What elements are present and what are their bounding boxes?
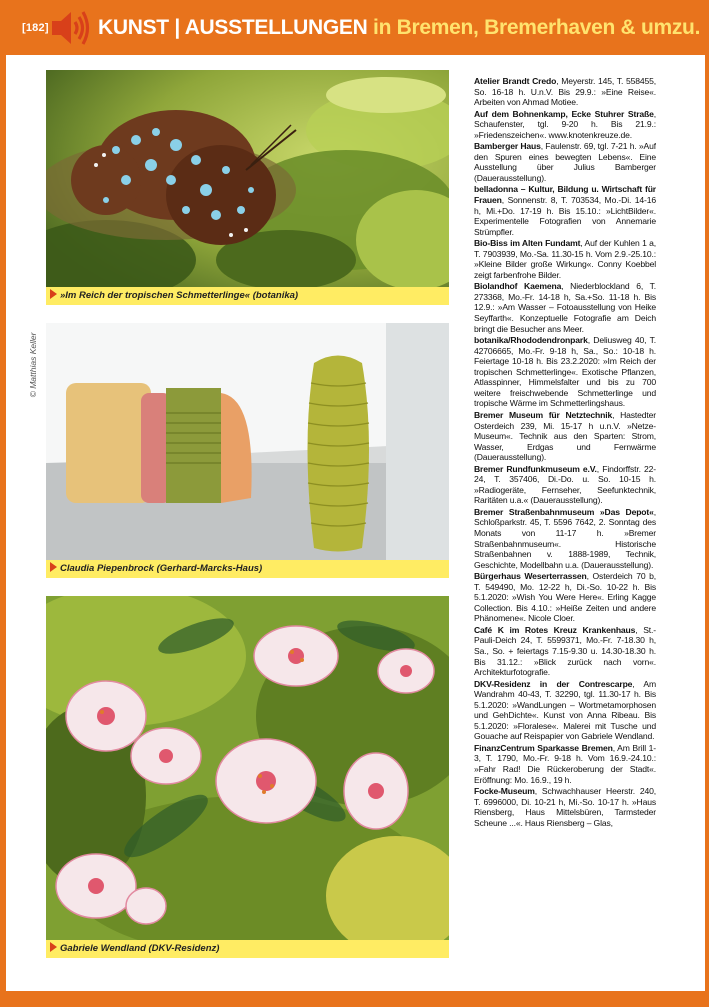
list-item: Bamberger Haus, Faulenstr. 69, tgl. 7-21 h. »Auf den Spuren eines bewegten Lebens«. Eine Ausstellung über Julius Bamberger (Dauerausstellung). [474, 141, 656, 183]
page-header [0, 0, 709, 54]
list-item: Auf dem Bohnenkamp, Ecke Stuhrer Straße, Schaufenster, tgl. 9-20 h. Bis 21.9.: »Friedenszeichen«. www.knotenkreuze.de. [474, 108, 656, 140]
list-item: FinanzCentrum Sparkasse Bremen, Am Brill 1-3, T. 1790, Mo.-Fr. 9-18 h. Vom 16.9.-24.10.: »Fahr Rad! Die Rückeroberung der Stadt«. Eröffnung: Mo. 16.9., 19 h. [474, 742, 656, 785]
caption-marker-icon [50, 942, 57, 952]
list-item: Bremer Straßenbahnmuseum »Das Depot«, Schloßparkstr. 45, T. 5596 7642, 2. Sonntag des Monats von 11-17 h. »Bremer Straßenbahnmuseum«. Historische Straßenbahnen v. 1888-1989, Technik, Geschichte, Modellbahn u.a. (Dauerausstellung). [474, 506, 656, 570]
page-number: [182] [22, 22, 49, 34]
speaker-icon [50, 8, 92, 48]
list-item: Bio-Biss im Alten Fundamt, Auf der Kuhlen 1 a, T. 7903939, Mo.-Sa. 11.30-15 h. Vom 2.9.-25.10.: »Kleine Bilder große Wirkung«. Conny Koebbel zeigt farbenfrohe Bilder. [474, 238, 656, 280]
list-item: Café K im Rotes Kreuz Krankenhaus, St.-Pauli-Deich 24, T. 5599371, Mo.-Fr. 7-18.30 h, Sa., So. + feiertags 7.15-9.30 u. 14.30-18.30 h. Bis 31.12.: »Blick zurück nach vorn«. Architekturfotografie. [474, 624, 656, 678]
exhibition-listings [474, 76, 656, 988]
list-item: Atelier Brandt Credo, Meyerstr. 145, T. 558455, So. 16-18 h. U.n.V. Bis 29.9.: »Eine Reise«. Arbeiten von Ahmad Motiee. [474, 76, 656, 108]
title-sub: in Bremen, Bremerhaven & umzu. [373, 16, 701, 39]
list-item: Focke-Museum, Schwachhauser Heerstr. 240, T. 6996000, Di. 10-21 h, Mi.-So. 10-17 h. »Haus Riensberg, Haus Mittelsbüren, Tarmsteder Scheune ...«. Haus Riensberg – Glas, [474, 786, 656, 828]
list-item: belladonna – Kultur, Bildung u. Wirtschaft für Frauen, Sonnenstr. 8, T. 703534, Mo.-Di. 14-16 h, Mi.+Do. 17-19 h. Bis 15.10.: »LichtBilder«. Experimentelle Fotografien von Annemarie Strümpfler. [474, 184, 656, 237]
list-item: Bremer Museum für Netztechnik, Hastedter Osterdeich 239, Mi. 15-17 h u.n.V. »Netze-Museum«. Technik aus den Sparten: Strom, Wasser, Erdgas und Fernwärme (Dauerausstellung). [474, 409, 656, 463]
butterfly-photo [46, 70, 449, 287]
caption-painting: Gabriele Wendland (DKV-Residenz) [46, 940, 449, 958]
list-item: Bürgerhaus Weserterrassen, Osterdeich 70 b, T. 549490, Mo. 12-22 h, Di.-So. 10-22 h. Bis 5.1.2020: »Wish You Were Here«. Erling Kagge Collection. Bis 4.10.: »Heiße Zeiten und andere Phänomene«. Nicole Cloer. [474, 571, 656, 624]
list-item: botanika/Rhododendronpark, Deliusweg 40, T. 42706665, Mo.-Fr. 9-18 h, Sa., So.: 10-18 h. Feiertage 10-18 h. Bis 23.2.2020: »Im Reich der tropischen Schmetterlinge«. Exotische Pflanzen, Atlasspinner, Himmelsfalter und bis zu 700 weitere freischwebende Schmetterlinge und tropische Wärme im Schmetterlingshaus. [474, 335, 656, 409]
list-item: Biolandhof Kaemena, Niederblockland 6, T. 273368, Mo.-Fr. 14-18 h, Sa.+So. 11-18 h. Bis 12.9.: »Am Wasser – Fotoausstellung von Heike Seyffarth«. Konzeptuelle Fotografie am Deich bringt die Besucher ans Meer. [474, 281, 656, 334]
page-title [98, 16, 700, 40]
list-item: DKV-Residenz in der Contrescarpe, Am Wandrahm 40-43, T. 32290, tgl. 11.30-17 h. Bis 5.1.2020: »WandLungen – Wortmetamorphosen und GehDichte«. Kunst von Anna Ribeau. Bis 5.1.2020: »Floralese«. Malerei mit Tusche und Gouache auf Reispapier von Gabriele Wendland. [474, 678, 656, 742]
caption-butterfly: »Im Reich der tropischen Schmetterlinge« (botanika) [46, 287, 449, 305]
photo-credit: © Matthias Keller [28, 332, 38, 398]
bottom-bar [0, 991, 709, 1007]
title-main: KUNST | AUSSTELLUNGEN [98, 16, 368, 39]
list-item: Bremer Rundfunkmuseum e.V., Findorffstr. 22-24, T. 357406, Di.-Do. u. So. 10-15 h. »Radiogeräte, Fernseher, Seefunktechnik, Raritäten u.a.« (Dauerausstellung). [474, 463, 656, 506]
painting-photo [46, 596, 449, 940]
caption-gallery: Claudia Piepenbrock (Gerhard-Marcks-Haus) [46, 560, 449, 578]
caption-marker-icon [50, 289, 57, 299]
caption-marker-icon [50, 562, 57, 572]
gallery-photo [46, 323, 449, 560]
